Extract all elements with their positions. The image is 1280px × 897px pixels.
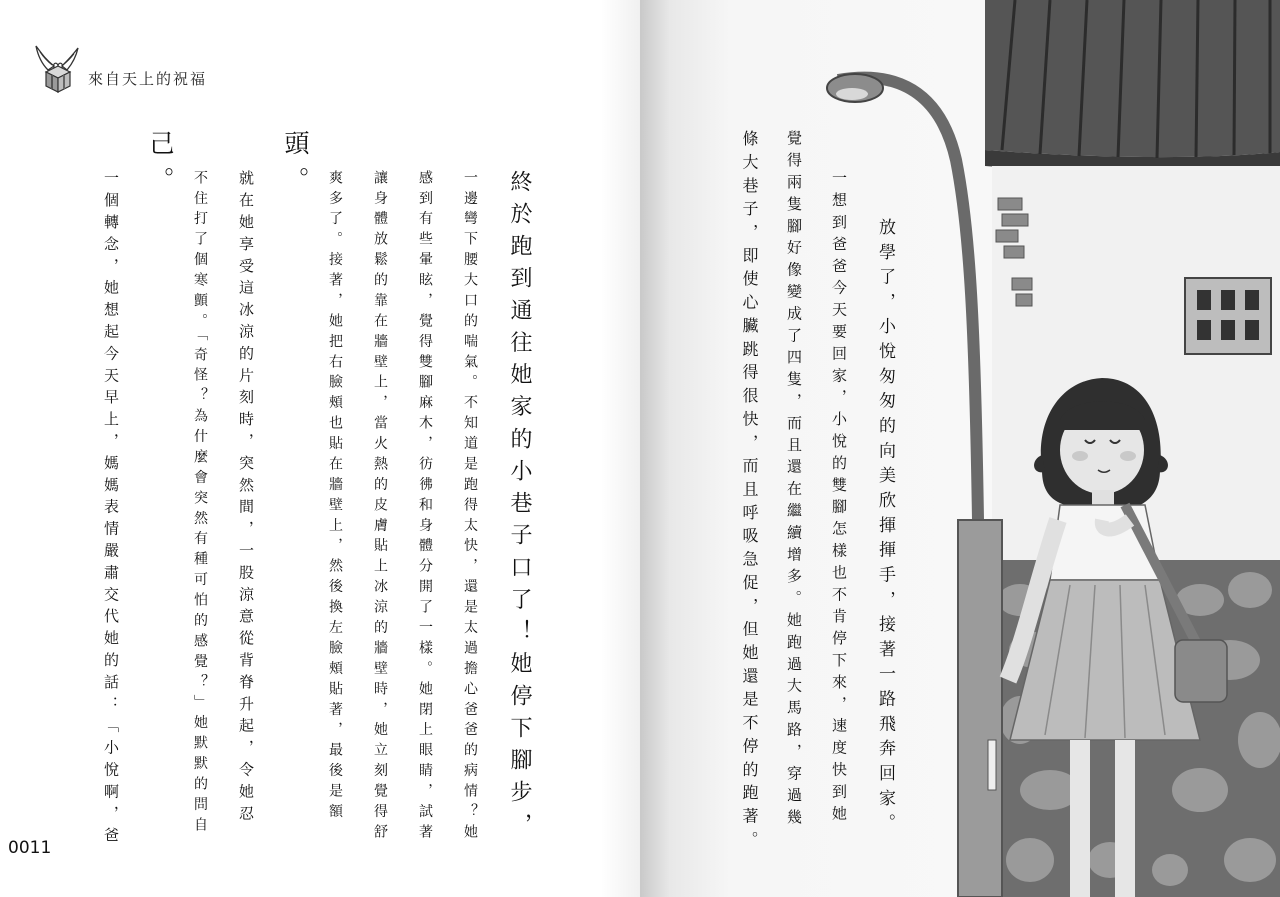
right-page	[640, 0, 1280, 897]
text-column: 條大巷子，即使心臟跳得很快，而且呼吸急促，但她還是不停的跑著。	[740, 130, 759, 855]
street-lamp	[827, 74, 1002, 897]
text-column: 讓身體放鬆的靠在牆壁上，當火熱的皮膚貼上冰涼的牆壁時，她立刻覺得舒	[372, 170, 388, 845]
text-column: 頭。	[281, 130, 310, 203]
text-column: 感到有些暈眩，覺得雙腳麻木，彷彿和身體分開了一樣。她閉上眼睛，試著	[417, 170, 433, 845]
text-column: 己。	[146, 130, 175, 203]
gutter-shadow	[600, 0, 640, 897]
text-column: 終於跑到通往她家的小巷子口了！她停下腳步，	[507, 170, 532, 845]
text-column: 放學了，小悅匆匆的向美欣揮揮手，接著一路飛奔回家。	[875, 218, 895, 839]
window	[1185, 278, 1271, 354]
text-column: 爽多了。接著，她把右臉頰也貼在牆壁上，然後換左臉頰貼著，最後是額	[327, 170, 343, 825]
book-title: 來自天上的祝福	[88, 70, 208, 88]
page-number: 0011	[8, 838, 52, 858]
text-column: 不住打了個寒顫。「奇怪？為什麼會突然有種可怕的感覺？」她默默的問自	[192, 170, 208, 838]
text-column: 就在她享受這冰涼的片刻時，突然間，一股涼意從背脊升起，令她忍	[237, 170, 255, 827]
text-column: 一想到爸爸今天要回家，小悅的雙腳怎樣也不肯停下來，速度快到她	[830, 170, 848, 827]
roof-tiles	[985, 0, 1280, 173]
text-column: 一個轉念，她想起今天早上，媽媽表情嚴肅交代她的話：「小悅啊，爸	[102, 170, 120, 849]
text-column: 一邊彎下腰大口的喘氣。不知道是跑得太快，還是太過擔心爸爸的病情？她	[462, 170, 478, 845]
winged-gift-box-icon	[32, 40, 82, 96]
text-column: 覺得兩隻腳好像變成了四隻，而且還在繼續增多。她跑過大馬路，穿過幾	[785, 130, 803, 831]
girl-street-illustration	[640, 0, 1280, 897]
